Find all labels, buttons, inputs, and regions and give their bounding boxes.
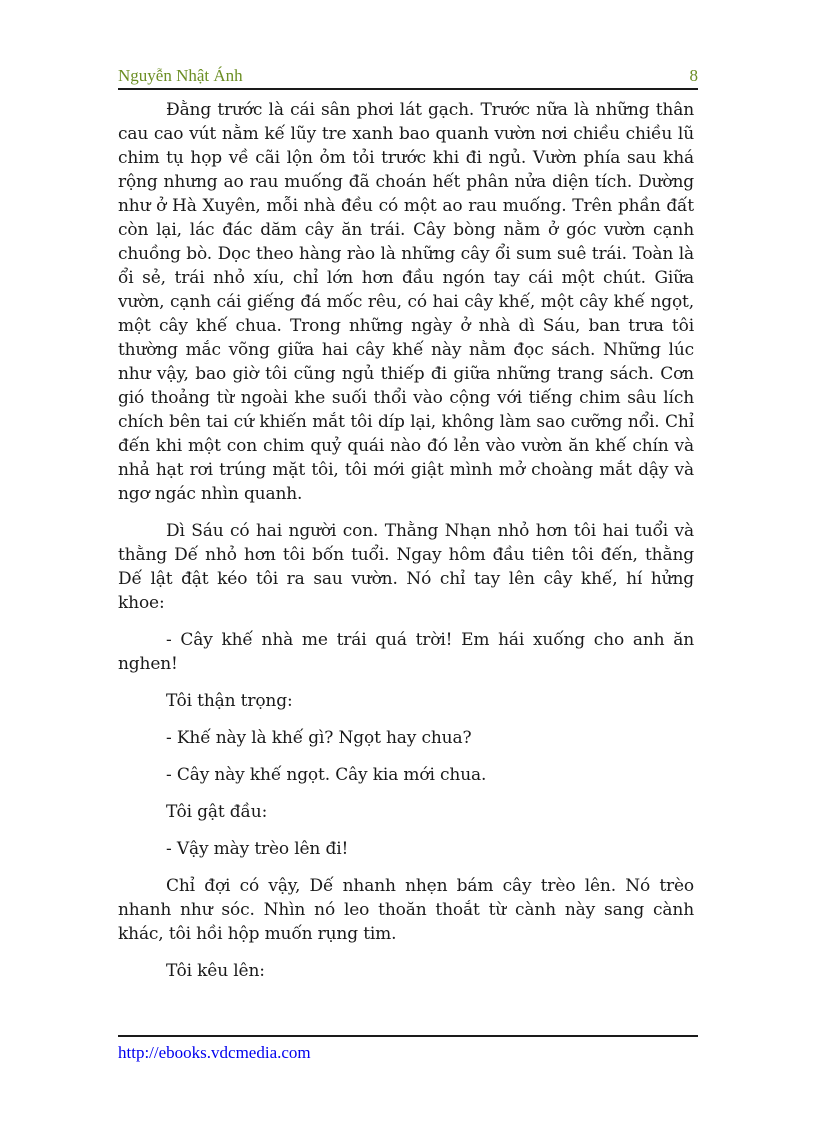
paragraph: Tôi thận trọng:	[166, 691, 293, 711]
dialogue-line: - Khế này là khế gì? Ngọt hay chua?	[166, 728, 472, 748]
dialogue-line: - Cây khế nhà me trái quá trời! Em hái xuống cho anh ăn nghen!	[118, 630, 694, 674]
page-number: 8	[689, 66, 698, 85]
paragraph: Tôi kêu lên:	[166, 961, 265, 981]
page-footer	[118, 1035, 698, 1063]
page-header	[118, 60, 698, 90]
footer-link[interactable]: http://ebooks.vdcmedia.com	[118, 1043, 311, 1062]
paragraph: Dì Sáu có hai người con. Thằng Nhạn nhỏ hơn tôi hai tuổi và thằng Dế nhỏ hơn tôi bốn tuổi. Ngay hôm đầu tiên tôi đến, thằng Dế lật đật kéo tôi ra sau vườn. Nó chỉ tay lên cây khế, hí hửng khoe:	[118, 521, 694, 613]
paragraph: Tôi gật đầu:	[166, 802, 268, 822]
dialogue-line: - Vậy mày trèo lên đi!	[166, 839, 349, 859]
paragraph: Chỉ đợi có vậy, Dế nhanh nhẹn bám cây trèo lên. Nó trèo nhanh như sóc. Nhìn nó leo thoăn thoắt từ cành này sang cành khác, tôi hồi hộp muốn rụng tim.	[118, 876, 694, 944]
dialogue-line: - Cây này khế ngọt. Cây kia mới chua.	[166, 765, 487, 785]
author-name: Nguyễn Nhật Ánh	[118, 66, 243, 85]
paragraph: Đằng trước là cái sân phơi lát gạch. Trước nữa là những thân cau cao vút nằm kế lũy tre xanh bao quanh vườn nơi chiều chiều lũ chim tụ họp về cãi lộn ỏm tỏi trước khi đi ngủ. Vườn phía sau khá rộng nhưng ao rau muống đã choán hết phân nửa diện tích. Dường như ở Hà Xuyên, mỗi nhà đều có một ao rau muống. Trên phần đất còn lại, lác đác dăm cây ăn trái. Cây bòng nằm ở góc vườn cạnh chuồng bò. Dọc theo hàng rào là những cây ổi sum suê trái. Toàn là ổi sẻ, trái nhỏ xíu, chỉ lớn hơn đầu ngón tay cái một chút. Giữa vườn, cạnh cái giếng đá mốc rêu, có hai cây khế, một cây khế ngọt, một cây khế chua. Trong những ngày ở nhà dì Sáu, ban trưa tôi thường mắc võng giữa hai cây khế này nằm đọc sách. Những lúc như vậy, bao giờ tôi cũng ngủ thiếp đi giữa những trang sách. Cơn gió thoảng từ ngoài khe suối thổi vào cộng với tiếng chim sâu lích chích bên tai cứ khiến mắt tôi díp lại, không làm sao cưỡng nổi. Chỉ đến khi một con chim quỷ quái nào đó lẻn vào vườn ăn khế chín và nhả hạt rơi trúng mặt tôi, tôi mới giật mình mở choàng mắt dậy và ngơ ngác nhìn quanh.	[118, 100, 694, 504]
page-body	[118, 98, 694, 996]
